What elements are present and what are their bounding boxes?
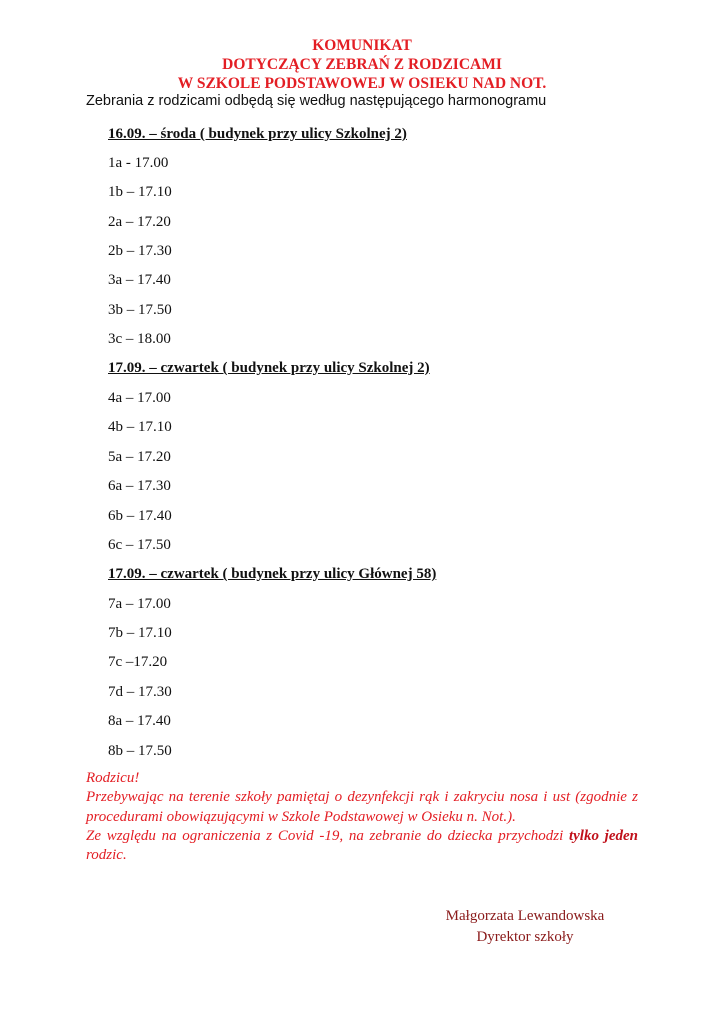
schedule-slot: 3c – 18.00	[108, 331, 171, 347]
intro-text: Zebrania z rodzicami odbędą się według następującego harmonogramu	[86, 93, 547, 109]
notice-emphasis: tylko jeden	[568, 827, 638, 844]
schedule-slot: 6b – 17.40	[108, 508, 172, 524]
notice-greeting: Rodzicu!	[86, 770, 140, 786]
schedule-slot: 2b – 17.30	[108, 243, 172, 259]
notice-para2-start: Ze względu na ograniczenia z Covid -19, na zebranie do dziecka przychodzi	[86, 827, 564, 844]
schedule-slot: 3b – 17.50	[108, 302, 172, 318]
schedule-slot: 4b – 17.10	[108, 419, 172, 435]
signature-role: Dyrektor szkoły	[476, 929, 574, 945]
day-heading-3: 17.09. – czwartek ( budynek przy ulicy Głównej 58)	[108, 566, 437, 582]
schedule-slot: 7a – 17.00	[108, 596, 171, 612]
schedule-slot: 7c –17.20	[108, 654, 168, 670]
notice-paragraph-2	[86, 827, 638, 866]
schedule-slot: 7b – 17.10	[108, 625, 172, 641]
day-heading-1: 16.09. – środa ( budynek przy ulicy Szkolnej 2)	[108, 126, 407, 142]
signature-name: Małgorzata Lewandowska	[445, 908, 605, 924]
title-line-1: KOMUNIKAT	[312, 37, 412, 54]
schedule-slot: 6a – 17.30	[108, 478, 171, 494]
schedule-slot: 2a – 17.20	[108, 214, 171, 230]
schedule-slot: 4a – 17.00	[108, 390, 171, 406]
notice-paragraph-1: Przebywając na terenie szkoły pamiętaj o dezynfekcji rąk i zakryciu nosa i ust (zgodnie z procedurami obowiązującymi w Szkole Podstawowej w Osieku n. Not.).	[86, 789, 638, 825]
schedule-slot: 3a – 17.40	[108, 272, 171, 288]
schedule-slot: 1b – 17.10	[108, 184, 172, 200]
title-line-3: W SZKOLE PODSTAWOWEJ W OSIEKU NAD NOT.	[177, 75, 547, 92]
parent-notice	[86, 769, 638, 865]
schedule-slot: 7d – 17.30	[108, 684, 172, 700]
day-heading-2: 17.09. – czwartek ( budynek przy ulicy Szkolnej 2)	[108, 360, 430, 376]
title-line-2: DOTYCZĄCY ZEBRAŃ Z RODZICAMI	[222, 56, 502, 73]
schedule-slot: 8b – 17.50	[108, 743, 172, 759]
schedule-slot: 1a - 17.00	[108, 155, 169, 171]
schedule-slot: 8a – 17.40	[108, 713, 171, 729]
schedule-slot: 5a – 17.20	[108, 449, 171, 465]
notice-para2-end: rodzic.	[86, 847, 127, 864]
schedule-slot: 6c – 17.50	[108, 537, 171, 553]
